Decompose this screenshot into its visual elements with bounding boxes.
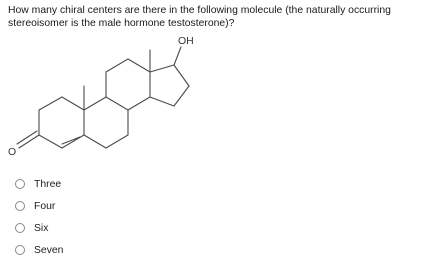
hydroxyl-label: OH bbox=[178, 35, 194, 47]
option-label: Seven bbox=[34, 244, 64, 256]
option-three[interactable] bbox=[15, 176, 61, 192]
option-six[interactable] bbox=[15, 220, 48, 236]
radio-button[interactable] bbox=[15, 179, 25, 189]
question-line-2: stereoisomer is the male hormone testosterone)? bbox=[8, 18, 235, 29]
carbonyl-oxygen-label: O bbox=[8, 146, 17, 158]
option-four[interactable] bbox=[15, 198, 55, 214]
option-label: Four bbox=[34, 200, 56, 212]
radio-button[interactable] bbox=[15, 245, 25, 255]
radio-button[interactable] bbox=[15, 223, 25, 233]
radio-button[interactable] bbox=[15, 201, 25, 211]
question-line-1: How many chiral centers are there in the following molecule (the naturally occurring bbox=[8, 5, 391, 16]
option-label: Three bbox=[34, 178, 62, 190]
option-seven[interactable] bbox=[15, 242, 63, 258]
option-label: Six bbox=[34, 222, 49, 234]
skeletal-bonds bbox=[17, 47, 189, 148]
